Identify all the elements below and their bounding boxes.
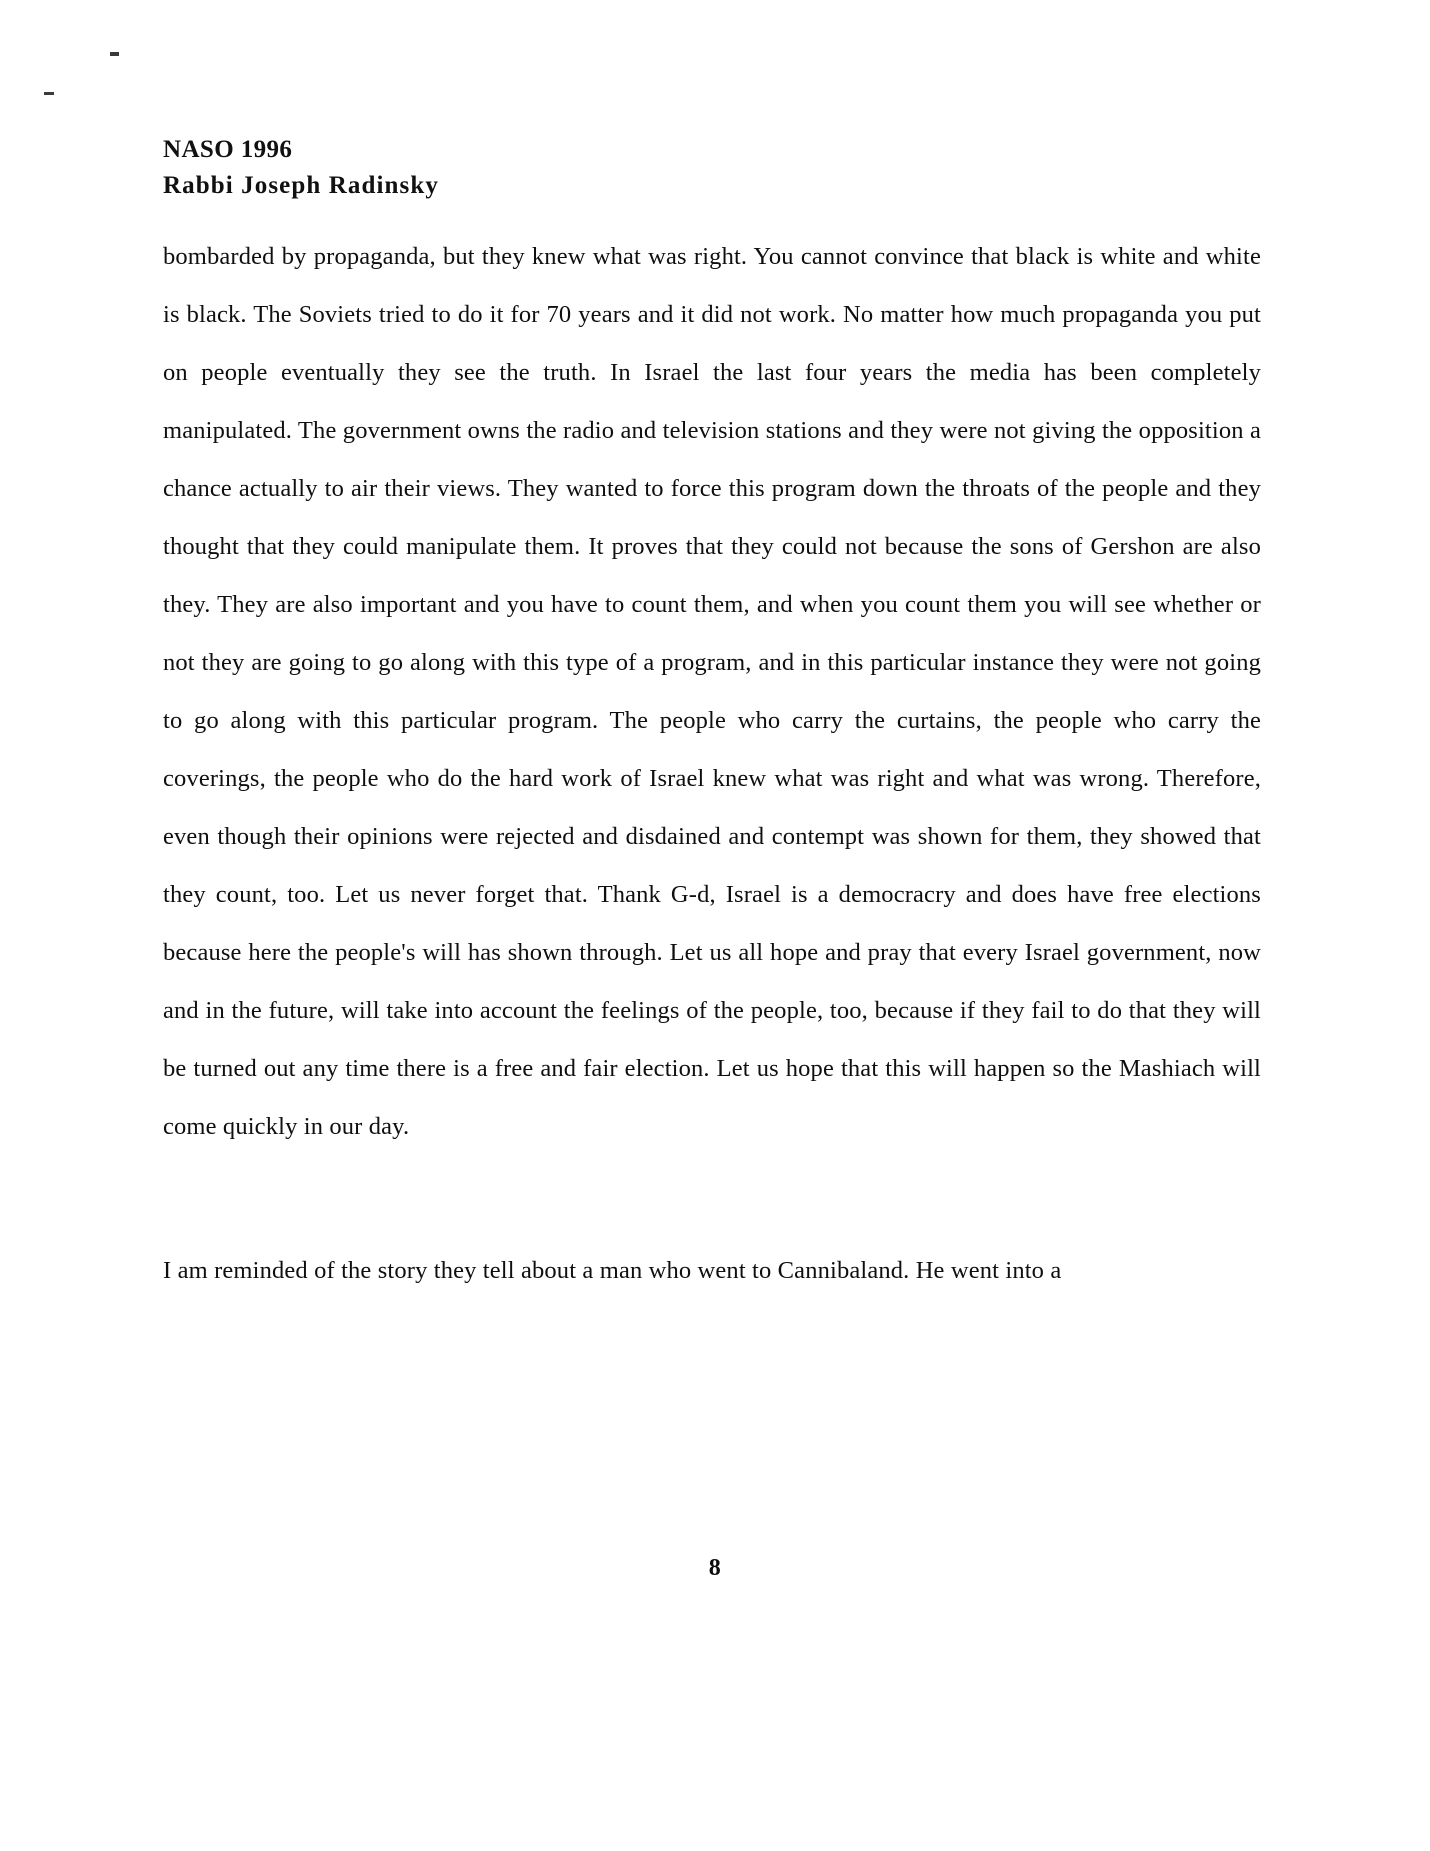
document-header	[163, 132, 1063, 204]
body-paragraph: bombarded by propaganda, but they knew what was right. You cannot convince that black is white and white is black. The Soviets tried to do it for 70 years and it did not work. No matter how much propaganda you put on people eventually they see the truth. In Israel the last four years the media has been completely manipulated. The government owns the radio and television stations and they were not giving the opposition a chance actually to air their views. They wanted to force this program down the throats of the people and they thought that they could manipulate them. It proves that they could not because the sons of Gershon are also they. They are also important and you have to count them, and when you count them you will see whether or not they are going to go along with this type of a program, and in this particular instance they were not going to go along with this particular program. The people who carry the curtains, the people who carry the coverings, the people who do the hard work of Israel knew what was right and what was wrong. Therefore, even though their opinions were rejected and disdained and contempt was shown for them, they showed that they count, too. Let us never forget that. Thank G-d, Israel is a democracry and does have free elections because here the people's will has shown through. Let us all hope and pray that every Israel government, now and in the future, will take into account the feelings of the people, too, because if they fail to do that they will be turned out any time there is a free and fair election. Let us hope that this will happen so the Mashiach will come quickly in our day.	[163, 243, 1261, 1140]
body-paragraph: I am reminded of the story they tell about a man who went to Cannibaland. He went into a	[163, 1257, 1062, 1284]
header-author-line: Rabbi Joseph Radinsky	[163, 172, 439, 199]
paragraph-spacer	[163, 1156, 1261, 1242]
header-title-line: NASO 1996	[163, 136, 293, 163]
scan-artifact-speck	[44, 92, 54, 95]
document-body	[163, 228, 1261, 1300]
page-number: 8	[708, 1555, 722, 1581]
scan-artifact-speck	[110, 52, 119, 56]
